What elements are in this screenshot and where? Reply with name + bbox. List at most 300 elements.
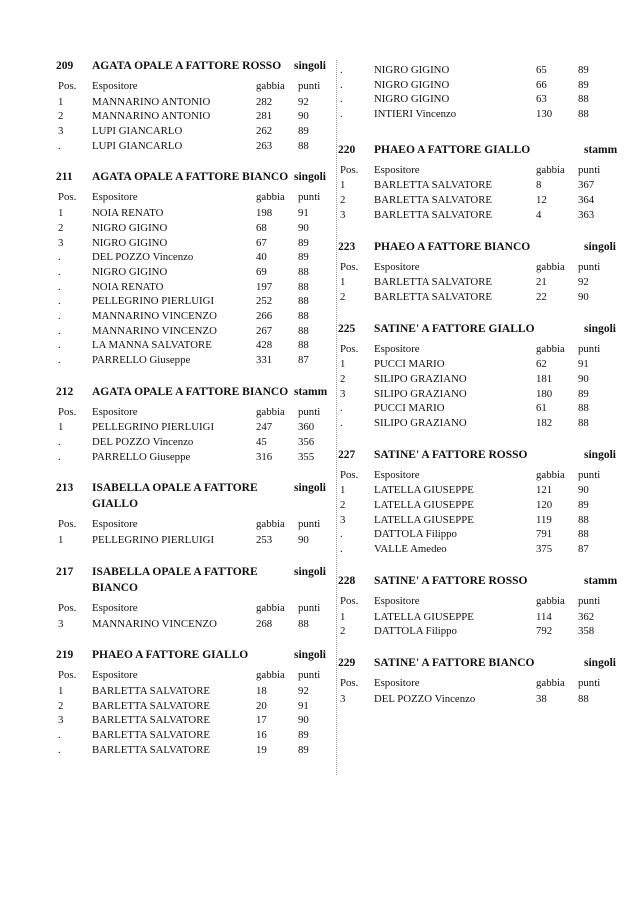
header-points-cell: punti (578, 594, 601, 607)
table-header-row (56, 668, 332, 683)
category-title: SATINE' A FATTORE GIALLO (374, 322, 535, 335)
category-header (338, 573, 618, 589)
points-cell: 88 (298, 617, 309, 630)
cage-cell: 40 (256, 251, 267, 264)
position-cell: . (340, 528, 343, 541)
table-row (56, 533, 332, 548)
header-exhibitor-cell: Espositore (92, 601, 138, 614)
header-points-cell: punti (298, 80, 321, 92)
position-cell: 1 (58, 207, 64, 220)
table-header-row (338, 163, 608, 178)
position-cell: 1 (340, 610, 346, 623)
cage-cell: 316 (256, 450, 273, 463)
cage-cell: 18 (256, 684, 267, 697)
points-cell: 89 (298, 236, 309, 249)
table-row (338, 63, 608, 78)
cage-cell: 198 (256, 207, 273, 220)
table-header-row (338, 676, 608, 691)
exhibitor-cell: MANNARINO VINCENZO (92, 617, 217, 630)
table-row (56, 728, 332, 743)
exhibitor-cell: BARLETTA SALVATORE (92, 743, 211, 756)
cage-cell: 281 (256, 110, 273, 123)
table-row (56, 139, 332, 154)
header-points-cell: punti (578, 676, 601, 689)
cage-cell: 12 (536, 194, 547, 207)
points-cell: 87 (578, 543, 589, 556)
points-cell: 88 (578, 402, 589, 415)
header-position-cell: Pos. (340, 342, 359, 355)
exhibitor-cell: BARLETTA SALVATORE (374, 276, 493, 289)
category-title: ISABELLA OPALE A FATTORE BIANCO (92, 565, 258, 594)
header-cage-cell: gabbia (536, 163, 565, 176)
points-cell: 90 (298, 534, 309, 547)
points-cell: 358 (578, 625, 595, 638)
header-cage-cell: gabbia (536, 342, 565, 355)
position-cell: . (340, 108, 343, 121)
position-cell: . (58, 295, 61, 308)
table-row (56, 109, 332, 124)
category-header (338, 447, 616, 463)
table-header-row (56, 601, 332, 616)
cage-cell: 22 (536, 290, 547, 303)
category-code: 223 (338, 240, 356, 253)
header-position-cell: Pos. (58, 518, 77, 531)
cage-cell: 8 (536, 179, 542, 192)
exhibitor-cell: LUPI GIANCARLO (92, 139, 183, 152)
points-cell: 88 (578, 93, 589, 106)
points-cell: 356 (298, 436, 315, 449)
table-row (338, 92, 608, 107)
points-cell: 91 (298, 207, 309, 220)
points-cell: 89 (578, 64, 589, 76)
category-section-225 (338, 321, 616, 431)
points-cell: 89 (578, 78, 589, 91)
position-cell: 3 (58, 617, 64, 630)
header-position-cell: Pos. (58, 405, 77, 418)
header-cage-cell: gabbia (256, 191, 285, 204)
category-code: 212 (56, 385, 74, 398)
exhibitor-cell: BARLETTA SALVATORE (92, 714, 211, 727)
exhibitor-cell: NIGRO GIGINO (374, 78, 450, 91)
table-row (338, 513, 608, 528)
header-exhibitor-cell: Espositore (374, 260, 420, 273)
cage-cell: 180 (536, 387, 553, 400)
cage-cell: 252 (256, 295, 273, 308)
exhibitor-cell: SILIPO GRAZIANO (374, 417, 467, 429)
position-cell: 1 (58, 421, 64, 434)
category-title: PHAEO A FATTORE BIANCO (374, 240, 531, 253)
exhibitor-cell: LATELLA GIUSEPPE (374, 499, 474, 512)
exhibitor-cell: PELLEGRINO PIERLUIGI (92, 421, 215, 434)
position-cell: . (58, 354, 61, 366)
points-cell: 90 (298, 714, 309, 727)
category-code: 217 (56, 565, 74, 578)
results-table (338, 342, 608, 431)
table-row (56, 294, 332, 309)
cage-cell: 262 (256, 125, 273, 138)
table-row (338, 357, 608, 372)
cage-cell: 68 (256, 221, 267, 234)
position-cell: 1 (58, 95, 64, 108)
table-row (56, 420, 332, 435)
exhibitor-cell: BARLETTA SALVATORE (374, 179, 493, 192)
position-cell: . (340, 78, 343, 91)
table-row (338, 401, 608, 416)
cage-cell: 197 (256, 280, 273, 293)
results-table (338, 468, 608, 557)
cage-cell: 17 (256, 714, 267, 727)
points-cell: 88 (578, 108, 589, 121)
table-header-row (338, 260, 608, 275)
cage-cell: 428 (256, 339, 273, 352)
table-row (338, 275, 608, 290)
points-cell: 367 (578, 179, 595, 192)
points-cell: 88 (578, 417, 589, 429)
category-type: singoli (584, 322, 616, 335)
exhibitor-cell: LATELLA GIUSEPPE (374, 484, 474, 497)
category-type: singoli (294, 649, 326, 662)
points-cell: 362 (578, 610, 595, 623)
exhibitor-cell: NIGRO GIGINO (374, 64, 450, 76)
table-row (338, 416, 608, 431)
exhibitor-cell: NIGRO GIGINO (374, 93, 450, 106)
header-position-cell: Pos. (340, 676, 359, 689)
results-table (56, 668, 332, 757)
cage-cell: 119 (536, 513, 552, 526)
position-cell: . (58, 139, 61, 152)
category-title: SATINE' A FATTORE ROSSO (374, 448, 528, 461)
header-cage-cell: gabbia (536, 676, 565, 689)
category-header (338, 321, 616, 337)
points-cell: 90 (578, 290, 589, 303)
header-exhibitor-cell: Espositore (92, 405, 138, 418)
cage-cell: 182 (536, 417, 553, 429)
table-row (338, 387, 608, 402)
category-title: PHAEO A FATTORE GIALLO (92, 649, 249, 662)
cage-cell: 791 (536, 528, 553, 541)
category-title: AGATA OPALE A FATTORE BIANCO (92, 385, 289, 398)
position-cell: . (58, 450, 61, 463)
category-code: 213 (56, 482, 74, 495)
category-type: singoli (294, 60, 326, 72)
header-cage-cell: gabbia (256, 669, 285, 682)
cage-cell: 19 (256, 743, 267, 756)
header-exhibitor-cell: Espositore (374, 468, 420, 481)
category-title: PHAEO A FATTORE GIALLO (374, 143, 531, 156)
table-row (338, 527, 608, 542)
cage-cell: 375 (536, 543, 553, 556)
points-cell: 91 (298, 699, 309, 712)
table-row (338, 78, 608, 93)
category-code: 211 (56, 171, 73, 184)
position-cell: . (58, 324, 61, 337)
exhibitor-cell: MANNARINO VINCENZO (92, 309, 217, 322)
cage-cell: 247 (256, 421, 273, 434)
category-type: singoli (584, 448, 616, 461)
header-position-cell: Pos. (340, 468, 359, 481)
table-row (338, 610, 608, 625)
header-cage-cell: gabbia (256, 80, 285, 92)
position-cell: 2 (340, 625, 346, 638)
position-cell: 1 (340, 358, 346, 371)
category-title: ISABELLA OPALE A FATTORE GIALLO (92, 482, 258, 511)
points-cell: 88 (578, 692, 589, 705)
points-cell: 90 (578, 484, 589, 497)
position-cell: 2 (58, 699, 64, 712)
points-cell: 90 (298, 221, 309, 234)
exhibitor-cell: PUCCI MARIO (374, 358, 445, 371)
exhibitor-cell: BARLETTA SALVATORE (92, 699, 211, 712)
category-type: singoli (294, 482, 326, 495)
category-section-223 (338, 239, 616, 305)
table-row (56, 743, 332, 758)
exhibitor-cell: PUCCI MARIO (374, 402, 445, 415)
header-position-cell: Pos. (340, 260, 359, 273)
header-position-cell: Pos. (340, 594, 359, 607)
exhibitor-cell: DEL POZZO Vincenzo (92, 251, 194, 264)
position-cell: 1 (58, 534, 64, 547)
header-points-cell: punti (578, 468, 601, 481)
exhibitor-cell: MANNARINO VINCENZO (92, 324, 217, 337)
exhibitor-cell: NIGRO GIGINO (92, 265, 168, 278)
category-type: singoli (294, 171, 326, 184)
cage-cell: 120 (536, 499, 553, 512)
cage-cell: 16 (256, 728, 267, 741)
category-section-228 (338, 573, 618, 639)
points-cell: 88 (298, 139, 309, 152)
points-cell: 89 (298, 728, 309, 741)
table-row (338, 692, 608, 707)
exhibitor-cell: BARLETTA SALVATORE (374, 290, 493, 303)
position-cell: 2 (340, 290, 346, 303)
cage-cell: 331 (256, 354, 273, 366)
exhibitor-cell: NIGRO GIGINO (92, 221, 168, 234)
position-cell: 3 (340, 387, 346, 400)
table-header-row (56, 79, 332, 94)
points-cell: 92 (578, 276, 589, 289)
points-cell: 88 (298, 309, 309, 322)
points-cell: 88 (298, 265, 309, 278)
category-section-229 (338, 655, 616, 706)
position-cell: 1 (340, 179, 346, 192)
exhibitor-cell: PARRELLO Giuseppe (92, 450, 191, 463)
table-row (338, 372, 608, 387)
continued-results (338, 63, 608, 122)
position-cell: . (340, 543, 343, 556)
points-cell: 88 (578, 513, 589, 526)
category-code: 229 (338, 656, 356, 669)
results-table (338, 260, 608, 305)
table-row (56, 684, 332, 699)
category-type: singoli (584, 656, 616, 669)
results-table (56, 601, 332, 631)
category-code: 219 (56, 649, 74, 662)
table-row (56, 450, 332, 465)
table-header-row (338, 594, 608, 609)
header-exhibitor-cell: Espositore (92, 80, 138, 92)
points-cell: 92 (298, 684, 309, 697)
exhibitor-cell: BARLETTA SALVATORE (92, 684, 211, 697)
exhibitor-cell: PELLEGRINO PIERLUIGI (92, 534, 215, 547)
exhibitor-cell: PARRELLO Giuseppe (92, 354, 191, 366)
category-header (338, 142, 618, 158)
position-cell: . (58, 339, 61, 352)
position-cell: . (340, 64, 343, 76)
points-cell: 363 (578, 208, 595, 221)
exhibitor-cell: PELLEGRINO PIERLUIGI (92, 295, 215, 308)
results-table (56, 405, 332, 465)
category-section-219 (56, 647, 332, 757)
header-cage-cell: gabbia (256, 405, 285, 418)
table-row (338, 542, 608, 557)
points-cell: 89 (298, 251, 309, 264)
cage-cell: 69 (256, 265, 267, 278)
table-row (338, 208, 608, 223)
column-divider (336, 60, 337, 775)
header-exhibitor-cell: Espositore (374, 163, 420, 176)
exhibitor-cell: DEL POZZO Vincenzo (374, 692, 476, 705)
category-section-212 (56, 384, 332, 465)
points-cell: 89 (298, 743, 309, 756)
header-cage-cell: gabbia (536, 594, 565, 607)
table-row (338, 624, 608, 639)
points-cell: 92 (298, 95, 309, 108)
table-row (338, 483, 608, 498)
category-title: AGATA OPALE A FATTORE BIANCO (92, 171, 289, 184)
category-header (56, 384, 332, 400)
category-title: AGATA OPALE A FATTORE ROSSO (92, 60, 282, 72)
position-cell: 2 (58, 110, 64, 123)
results-table (338, 594, 608, 639)
exhibitor-cell: DEL POZZO Vincenzo (92, 436, 194, 449)
cage-cell: 263 (256, 139, 273, 152)
exhibitor-cell: BARLETTA SALVATORE (92, 728, 211, 741)
points-cell: 88 (298, 324, 309, 337)
header-position-cell: Pos. (58, 601, 77, 614)
category-code: 209 (56, 60, 74, 72)
category-section-211 (56, 169, 332, 367)
points-cell: 91 (578, 358, 589, 371)
header-exhibitor-cell: Espositore (92, 669, 138, 682)
exhibitor-cell: VALLE Amedeo (374, 543, 447, 556)
position-cell: 2 (340, 372, 346, 385)
category-code: 220 (338, 143, 356, 156)
points-cell: 88 (298, 295, 309, 308)
cage-cell: 66 (536, 78, 547, 91)
category-header (56, 480, 332, 512)
table-row (56, 265, 332, 280)
table-row (56, 617, 332, 632)
cage-cell: 267 (256, 324, 273, 337)
category-section-227 (338, 447, 616, 557)
position-cell: . (58, 251, 61, 264)
left-column (56, 58, 332, 773)
exhibitor-cell: DATTOLA Filippo (374, 625, 457, 638)
cage-cell: 61 (536, 402, 547, 415)
table-header-row (338, 342, 608, 357)
category-type: stamm (294, 385, 328, 398)
position-cell: 2 (58, 221, 64, 234)
category-section-209 (56, 58, 332, 153)
category-type: stamm (584, 143, 618, 156)
cage-cell: 181 (536, 372, 553, 385)
exhibitor-cell: DATTOLA Filippo (374, 528, 457, 541)
cage-cell: 121 (536, 484, 553, 497)
table-row (56, 353, 332, 368)
table-row (338, 178, 608, 193)
header-position-cell: Pos. (58, 191, 77, 204)
points-cell: 87 (298, 354, 309, 366)
position-cell: . (58, 265, 61, 278)
position-cell: . (58, 436, 61, 449)
exhibitor-cell: LA MANNA SALVATORE (92, 339, 212, 352)
header-points-cell: punti (298, 405, 321, 418)
table-row (56, 309, 332, 324)
results-table (56, 190, 332, 367)
cage-cell: 4 (536, 208, 542, 221)
exhibitor-cell: INTIERI Vincenzo (374, 108, 457, 121)
position-cell: 3 (340, 513, 346, 526)
points-cell: 364 (578, 194, 595, 207)
category-title: SATINE' A FATTORE ROSSO (374, 574, 528, 587)
results-table (338, 163, 608, 223)
results-table (338, 676, 608, 706)
header-exhibitor-cell: Espositore (92, 191, 138, 204)
header-exhibitor-cell: Espositore (374, 594, 420, 607)
category-title: SATINE' A FATTORE BIANCO (374, 656, 535, 669)
points-cell: 90 (298, 110, 309, 123)
points-cell: 360 (298, 421, 315, 434)
position-cell: . (58, 309, 61, 322)
category-header (56, 169, 332, 185)
category-section-220 (338, 142, 618, 223)
table-row (338, 107, 608, 122)
position-cell: 1 (340, 484, 346, 497)
exhibitor-cell: LATELLA GIUSEPPE (374, 513, 474, 526)
position-cell: . (58, 280, 61, 293)
cage-cell: 20 (256, 699, 267, 712)
table-row (56, 713, 332, 728)
points-cell: 89 (578, 499, 589, 512)
position-cell: 3 (58, 125, 64, 138)
cage-cell: 21 (536, 276, 547, 289)
position-cell: 3 (58, 714, 64, 727)
category-section-213 (56, 480, 332, 547)
results-table (56, 517, 332, 547)
category-type: singoli (294, 565, 326, 578)
category-code: 225 (338, 322, 356, 335)
table-row (56, 236, 332, 251)
table-header-row (56, 405, 332, 420)
position-cell: . (58, 728, 61, 741)
header-cage-cell: gabbia (256, 518, 285, 531)
points-cell: 88 (298, 339, 309, 352)
cage-cell: 114 (536, 610, 552, 623)
position-cell: 1 (340, 276, 346, 289)
table-row (56, 435, 332, 450)
header-cage-cell: gabbia (256, 601, 285, 614)
header-points-cell: punti (578, 163, 601, 176)
category-type: stamm (584, 574, 618, 587)
header-exhibitor-cell: Espositore (374, 676, 420, 689)
exhibitor-cell: BARLETTA SALVATORE (374, 194, 493, 207)
position-cell: . (340, 417, 343, 429)
header-points-cell: punti (298, 669, 321, 682)
header-position-cell: Pos. (58, 80, 77, 92)
category-header (338, 655, 616, 671)
exhibitor-cell: LUPI GIANCARLO (92, 125, 183, 138)
table-row (56, 221, 332, 236)
